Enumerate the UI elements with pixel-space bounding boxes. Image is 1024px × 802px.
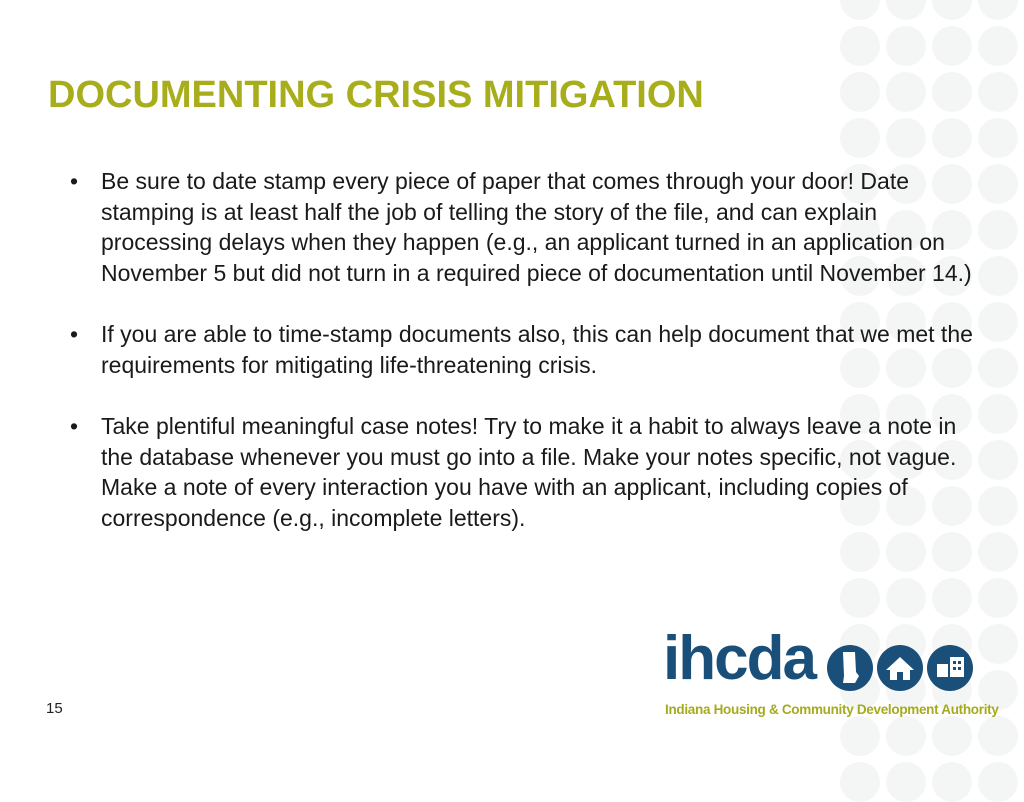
indiana-state-icon [827,645,873,691]
background-dot [932,716,972,756]
background-dot [978,624,1018,664]
background-dot [886,26,926,66]
background-dot [886,0,926,20]
background-dot [840,0,880,20]
bullet-marker: • [70,168,79,194]
logo-tagline: Indiana Housing & Community Development Authority [665,702,999,717]
background-dot [932,72,972,112]
bullet-list [70,166,985,564]
logo-icons [826,642,974,694]
background-dot [978,118,1018,158]
background-dot [886,72,926,112]
background-dot [978,26,1018,66]
background-dot [886,762,926,802]
slide-title: DOCUMENTING CRISIS MITIGATION [48,74,704,116]
background-dot [840,72,880,112]
bullet-text: Take plentiful meaningful case notes! Try to make it a habit to always leave a note in the database whenever you must go into a file. Make your notes specific, not vague. Make a note of every interaction you have with an applicant, including copies of correspondence (e.g., incomplete letters). [101,413,957,531]
bullet-marker: • [70,321,79,347]
background-dot [932,118,972,158]
background-dot [932,578,972,618]
background-dot [978,762,1018,802]
background-dot [840,762,880,802]
background-dot [978,716,1018,756]
background-dot [978,72,1018,112]
background-dot [978,0,1018,20]
logo-wordmark: ihcda [663,624,815,693]
community-icon [927,645,973,691]
background-dot [840,578,880,618]
background-dot [932,762,972,802]
bullet-item [70,411,985,533]
page-number: 15 [46,700,63,717]
background-dot [886,578,926,618]
ihcda-logo [660,624,999,722]
background-dot [932,26,972,66]
bullet-item [70,166,985,288]
background-dot [840,716,880,756]
background-dot [978,578,1018,618]
house-icon [877,645,923,691]
background-dot [840,26,880,66]
bullet-text: Be sure to date stamp every piece of paper that comes through your door! Date stamping is at least half the job of telling the story of the file, and can explain processing delays when they happen (e.g., an applicant turned in an application on November 5 but did not turn in a required piece of documentation until November 14.) [101,168,972,286]
bullet-text: If you are able to time-stamp documents also, this can help document that we met the requirements for mitigating life-threatening crisis. [101,321,973,378]
background-dot [886,118,926,158]
bullet-marker: • [70,413,79,439]
background-dot [932,0,972,20]
bullet-item [70,319,985,380]
background-dot [840,118,880,158]
background-dot [886,716,926,756]
